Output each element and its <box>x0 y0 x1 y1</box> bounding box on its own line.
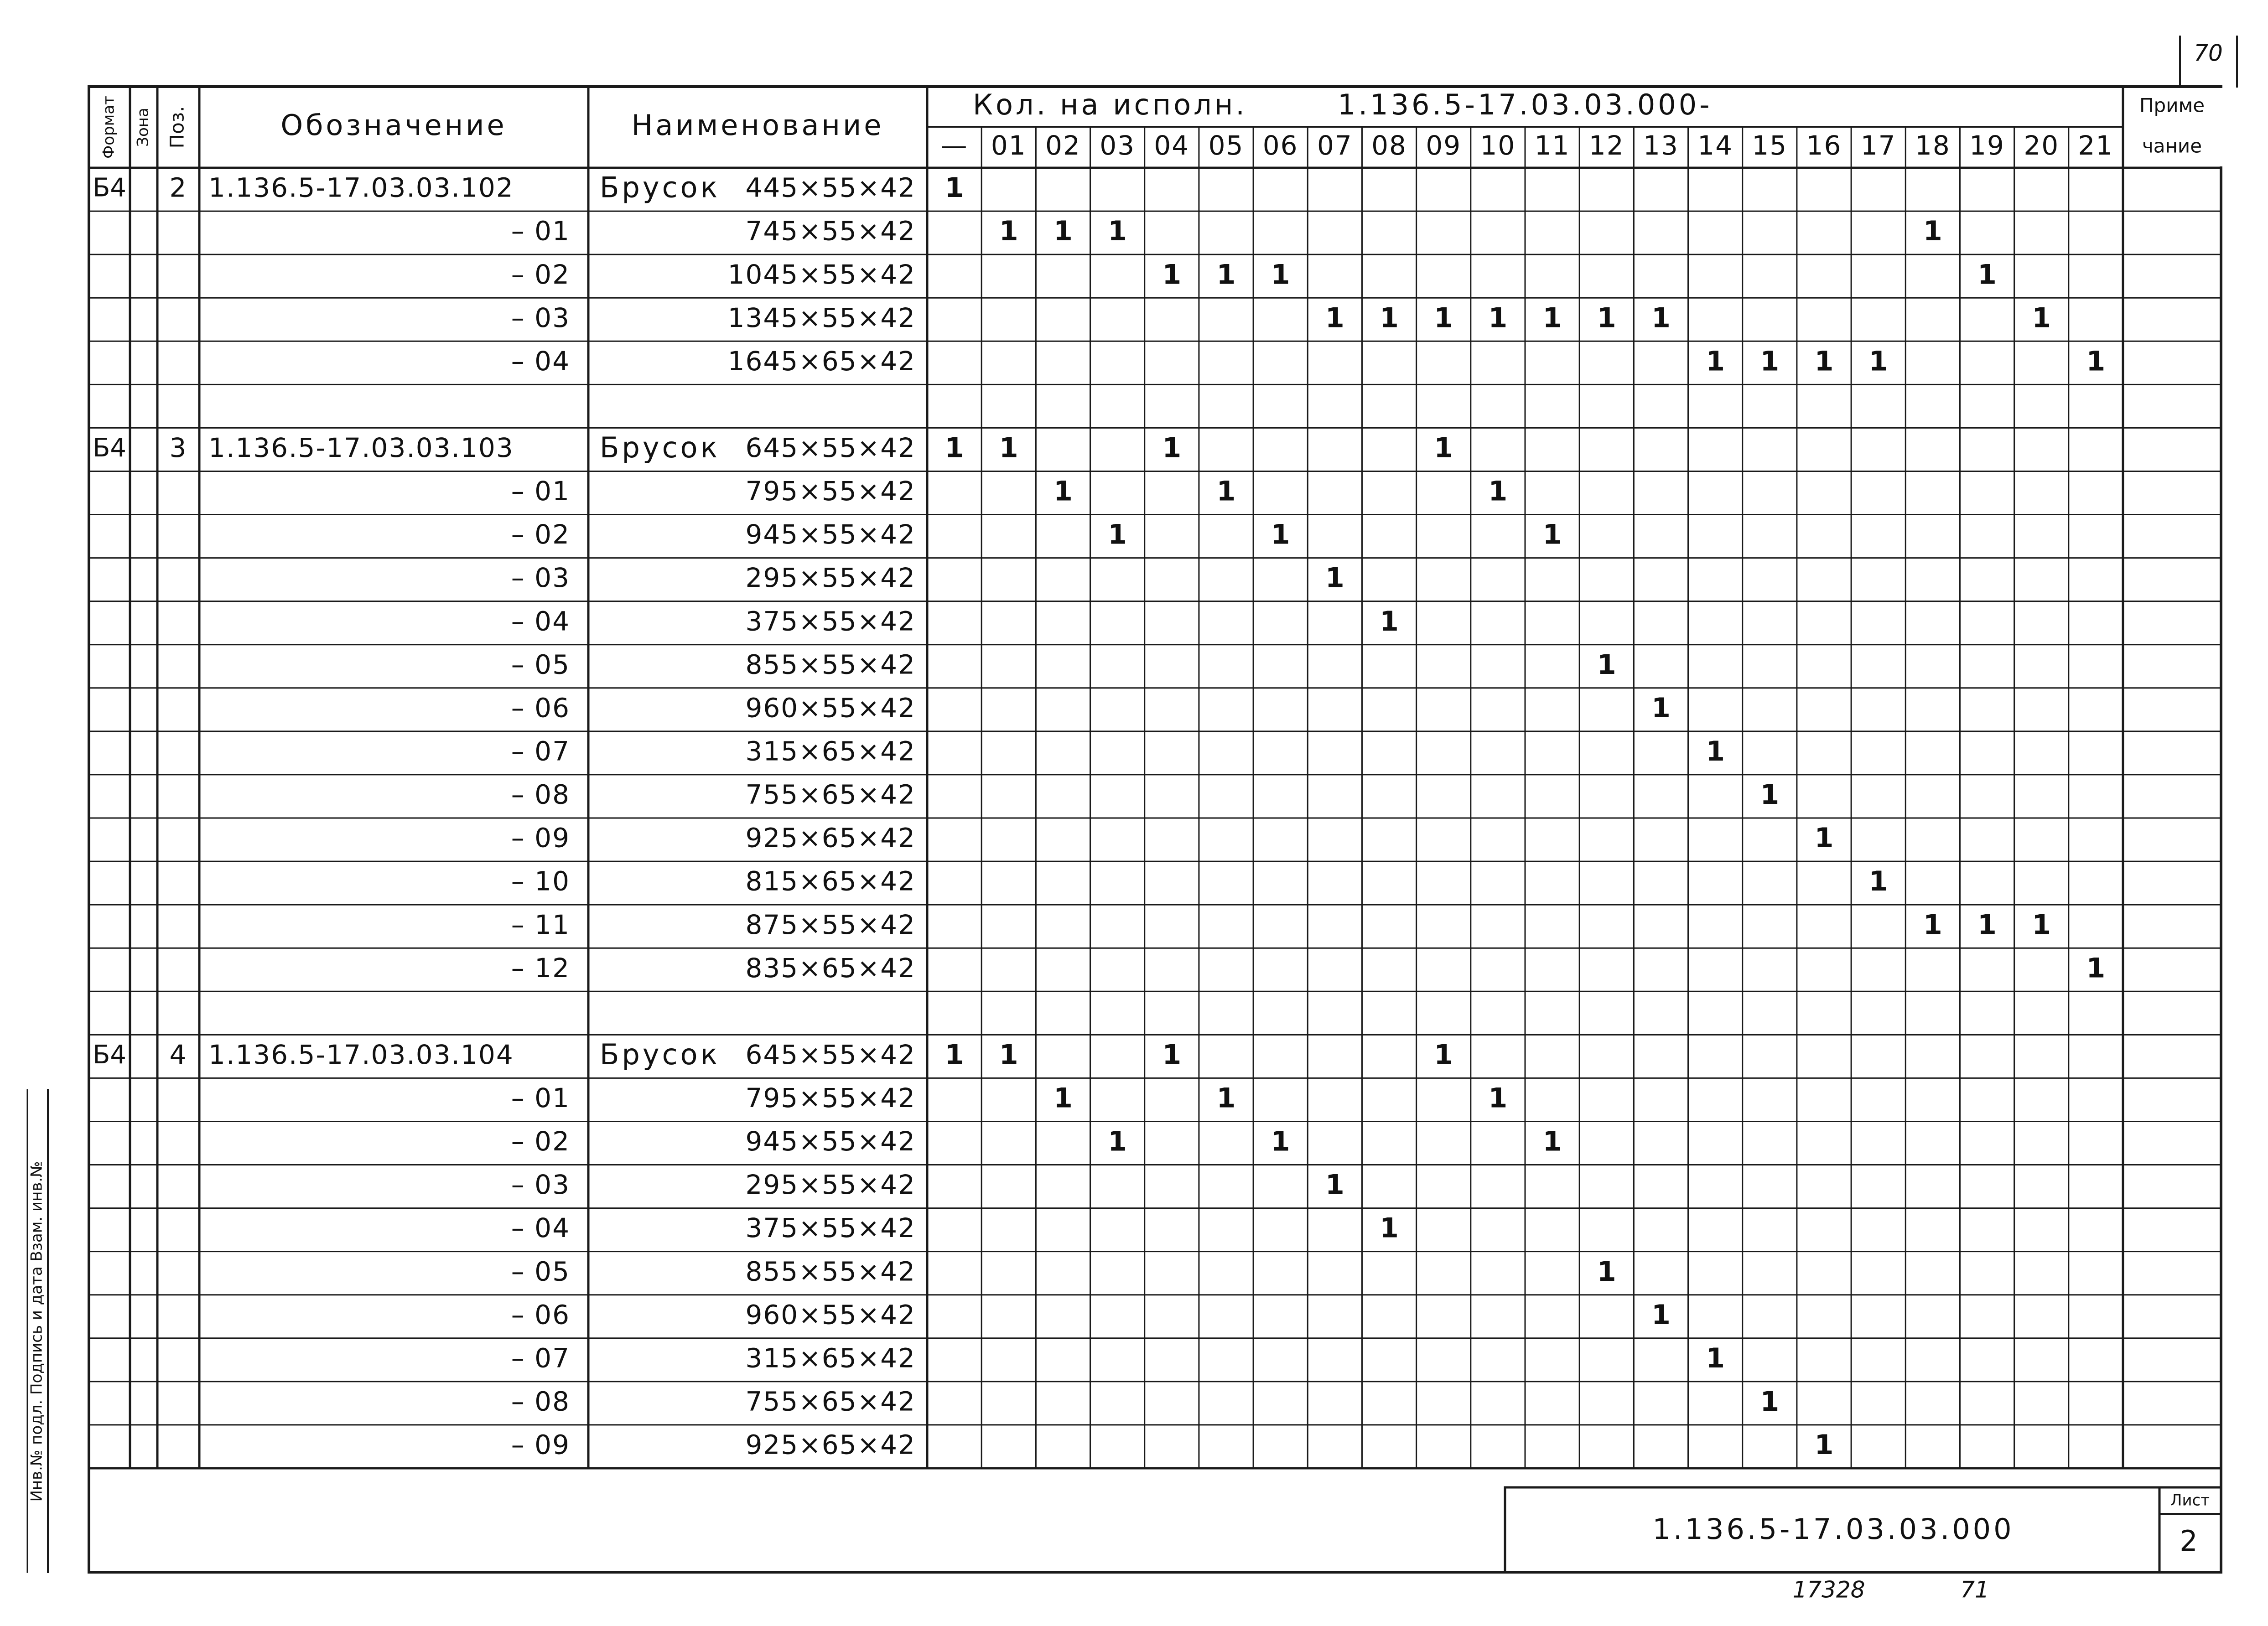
row-size: 645×55×42 <box>745 1039 916 1070</box>
qty-mark: 1 <box>999 215 1018 248</box>
row-size: 875×55×42 <box>745 909 916 940</box>
qty-mark: 1 <box>999 1039 1018 1071</box>
qty-mark: 1 <box>1597 648 1616 681</box>
qty-mark: 1 <box>1271 259 1290 291</box>
margin-stamp-text: Инв.№ подл. Подпись и дата Взам. инв.№ <box>27 1161 46 1502</box>
qty-mark: 1 <box>1488 1082 1508 1114</box>
row-suffix: – 03 <box>511 302 570 333</box>
row-pos: 4 <box>169 1039 187 1070</box>
qty-mark: 1 <box>1162 259 1182 291</box>
row-size: 945×55×42 <box>745 1126 916 1157</box>
row-size: 925×65×42 <box>745 1429 916 1460</box>
row-size: 755×65×42 <box>745 1386 916 1417</box>
row-size: 755×65×42 <box>745 779 916 810</box>
header-pos: Поз. <box>166 106 188 149</box>
qty-mark: 1 <box>1216 259 1236 291</box>
header-zone: Зона <box>134 108 152 147</box>
title-sheet-value: 2 <box>2180 1524 2201 1558</box>
row-suffix: – 10 <box>511 865 570 897</box>
row-suffix: – 09 <box>511 822 570 854</box>
qty-mark: 1 <box>2086 952 2106 984</box>
qty-column-header: 19 <box>1969 130 2005 161</box>
qty-mark: 1 <box>1434 432 1453 464</box>
row-suffix: – 01 <box>511 215 570 247</box>
qty-mark: 1 <box>1108 215 1127 248</box>
row-size: 1645×65×42 <box>727 345 916 377</box>
qty-mark: 1 <box>2032 909 2051 941</box>
row-size: 945×55×42 <box>745 519 916 550</box>
row-size: 1045×55×42 <box>727 259 916 290</box>
row-size: 855×55×42 <box>745 1256 916 1287</box>
qty-column-header: 11 <box>1534 130 1570 161</box>
qty-column-header: 04 <box>1154 130 1190 161</box>
header-note-line1: Приме <box>2139 94 2205 117</box>
row-suffix: – 08 <box>511 1386 570 1417</box>
qty-mark: 1 <box>1162 1039 1182 1071</box>
header-designation: Обозначение <box>280 109 507 142</box>
row-suffix: – 06 <box>511 1299 570 1331</box>
row-suffix: – 07 <box>511 735 570 767</box>
row-format: Б4 <box>92 433 127 463</box>
row-suffix: – 08 <box>511 779 570 810</box>
qty-column-header: 13 <box>1643 130 1679 161</box>
row-format: Б4 <box>92 1040 127 1070</box>
qty-mark: 1 <box>1325 1169 1344 1201</box>
row-size: 795×55×42 <box>745 1082 916 1114</box>
row-name: Брусок <box>600 431 721 465</box>
row-name: Брусок <box>600 171 721 204</box>
header-note-line2: чание <box>2142 135 2202 157</box>
qty-mark: 1 <box>1706 345 1725 378</box>
qty-mark: 1 <box>1380 1212 1399 1244</box>
qty-mark: 1 <box>1977 259 1997 291</box>
qty-mark: 1 <box>1923 909 1942 941</box>
qty-column-header: 02 <box>1045 130 1081 161</box>
qty-mark: 1 <box>2032 302 2051 334</box>
qty-mark: 1 <box>1054 1082 1073 1114</box>
row-suffix: – 02 <box>511 259 570 290</box>
table-grid-lines <box>27 36 2237 1572</box>
qty-mark: 1 <box>2086 345 2106 378</box>
row-size: 960×55×42 <box>745 692 916 724</box>
row-pos: 2 <box>169 172 187 203</box>
qty-mark: 1 <box>1542 518 1562 551</box>
qty-mark: 1 <box>1814 1429 1834 1461</box>
qty-mark: 1 <box>1488 475 1508 507</box>
qty-mark: 1 <box>1651 1299 1671 1331</box>
qty-mark: 1 <box>1216 475 1236 507</box>
qty-mark: 1 <box>999 432 1018 464</box>
qty-mark: 1 <box>1597 302 1616 334</box>
row-suffix: – 07 <box>511 1342 570 1374</box>
footer-note: 17328 <box>1792 1576 1865 1603</box>
row-size: 315×65×42 <box>745 1342 916 1374</box>
qty-mark: 1 <box>1054 215 1073 248</box>
footer-note: 71 <box>1960 1576 1989 1603</box>
qty-mark: 1 <box>1434 302 1453 334</box>
header-format: Формат <box>99 96 118 159</box>
header-qty-base: 1.136.5-17.03.03.000- <box>1338 88 1713 122</box>
qty-mark: 1 <box>1271 1125 1290 1158</box>
row-size: 925×65×42 <box>745 822 916 854</box>
qty-mark: 1 <box>1760 1385 1780 1418</box>
row-suffix: – 05 <box>511 649 570 680</box>
qty-mark: 1 <box>1868 345 1888 378</box>
qty-mark: 1 <box>1054 475 1073 507</box>
row-designation: 1.136.5-17.03.03.103 <box>208 432 514 464</box>
qty-column-header: 16 <box>1806 130 1842 161</box>
qty-mark: 1 <box>1108 1125 1127 1158</box>
qty-column-header: 15 <box>1752 130 1788 161</box>
qty-mark: 1 <box>1380 605 1399 637</box>
qty-mark: 1 <box>1488 302 1508 334</box>
qty-mark: 1 <box>1760 345 1780 378</box>
qty-column-header: 07 <box>1317 130 1353 161</box>
qty-mark: 1 <box>945 172 964 204</box>
title-sheet-label: Лист <box>2170 1491 2210 1510</box>
qty-column-header: 03 <box>1100 130 1136 161</box>
qty-column-header: — <box>940 130 968 161</box>
row-suffix: – 05 <box>511 1256 570 1287</box>
row-suffix: – 06 <box>511 692 570 724</box>
qty-mark: 1 <box>1597 1255 1616 1288</box>
row-size: 795×55×42 <box>745 476 916 507</box>
qty-column-header: 18 <box>1915 130 1951 161</box>
qty-mark: 1 <box>945 1039 964 1071</box>
qty-column-header: 17 <box>1860 130 1896 161</box>
qty-mark: 1 <box>1380 302 1399 334</box>
qty-column-header: 10 <box>1480 130 1516 161</box>
row-suffix: – 01 <box>511 1082 570 1114</box>
row-suffix: – 04 <box>511 345 570 377</box>
row-size: 815×65×42 <box>745 865 916 897</box>
row-suffix: – 01 <box>511 476 570 507</box>
qty-column-header: 06 <box>1262 130 1298 161</box>
row-suffix: – 09 <box>511 1429 570 1460</box>
row-suffix: – 03 <box>511 562 570 594</box>
qty-mark: 1 <box>1325 302 1344 334</box>
qty-mark: 1 <box>1325 562 1344 594</box>
row-size: 295×55×42 <box>745 1169 916 1201</box>
qty-mark: 1 <box>1162 432 1182 464</box>
qty-mark: 1 <box>1216 1082 1236 1114</box>
qty-column-header: 14 <box>1697 130 1733 161</box>
qty-column-header: 05 <box>1208 130 1244 161</box>
row-format: Б4 <box>92 173 127 203</box>
qty-mark: 1 <box>1434 1039 1453 1071</box>
row-size: 1345×55×42 <box>727 302 916 333</box>
qty-mark: 1 <box>1706 1342 1725 1374</box>
row-size: 315×65×42 <box>745 735 916 767</box>
qty-mark: 1 <box>1108 518 1127 551</box>
qty-column-header: 12 <box>1588 130 1624 161</box>
row-suffix: – 02 <box>511 519 570 550</box>
qty-mark: 1 <box>1814 822 1834 854</box>
qty-mark: 1 <box>1542 302 1562 334</box>
row-pos: 3 <box>169 432 187 464</box>
qty-column-header: 08 <box>1371 130 1407 161</box>
qty-mark: 1 <box>1814 345 1834 378</box>
qty-mark: 1 <box>1271 518 1290 551</box>
row-size: 745×55×42 <box>745 215 916 247</box>
qty-mark: 1 <box>1542 1125 1562 1158</box>
qty-mark: 1 <box>1977 909 1997 941</box>
row-name: Брусок <box>600 1037 721 1071</box>
row-designation: 1.136.5-17.03.03.104 <box>208 1039 514 1070</box>
header-qty-label: Кол. на исполн. <box>973 88 1247 122</box>
row-suffix: – 04 <box>511 1212 570 1244</box>
row-size: 445×55×42 <box>745 172 916 203</box>
row-suffix: – 04 <box>511 606 570 637</box>
row-size: 645×55×42 <box>745 432 916 464</box>
row-size: 960×55×42 <box>745 1299 916 1331</box>
row-size: 375×55×42 <box>745 1212 916 1244</box>
row-suffix: – 12 <box>511 952 570 984</box>
qty-column-header: 01 <box>991 130 1027 161</box>
qty-mark: 1 <box>1923 215 1942 248</box>
title-designation: 1.136.5-17.03.03.000 <box>1652 1512 2014 1546</box>
header-name: Наименование <box>631 109 884 142</box>
qty-mark: 1 <box>1706 735 1725 767</box>
qty-mark: 1 <box>945 432 964 464</box>
table-text <box>28 40 2223 1603</box>
qty-mark: 1 <box>1651 692 1671 724</box>
row-size: 855×55×42 <box>745 649 916 680</box>
row-suffix: – 11 <box>511 909 570 940</box>
row-size: 835×65×42 <box>745 952 916 984</box>
row-size: 295×55×42 <box>745 562 916 594</box>
row-designation: 1.136.5-17.03.03.102 <box>208 172 514 203</box>
qty-column-header: 09 <box>1426 130 1462 161</box>
row-suffix: – 03 <box>511 1169 570 1201</box>
qty-mark: 1 <box>1760 779 1780 811</box>
sheet-number: 70 <box>2194 40 2223 67</box>
qty-column-header: 20 <box>2024 130 2060 161</box>
row-suffix: – 02 <box>511 1126 570 1157</box>
qty-mark: 1 <box>1651 302 1671 334</box>
qty-mark: 1 <box>1868 865 1888 898</box>
row-size: 375×55×42 <box>745 606 916 637</box>
qty-column-header: 21 <box>2078 130 2114 161</box>
